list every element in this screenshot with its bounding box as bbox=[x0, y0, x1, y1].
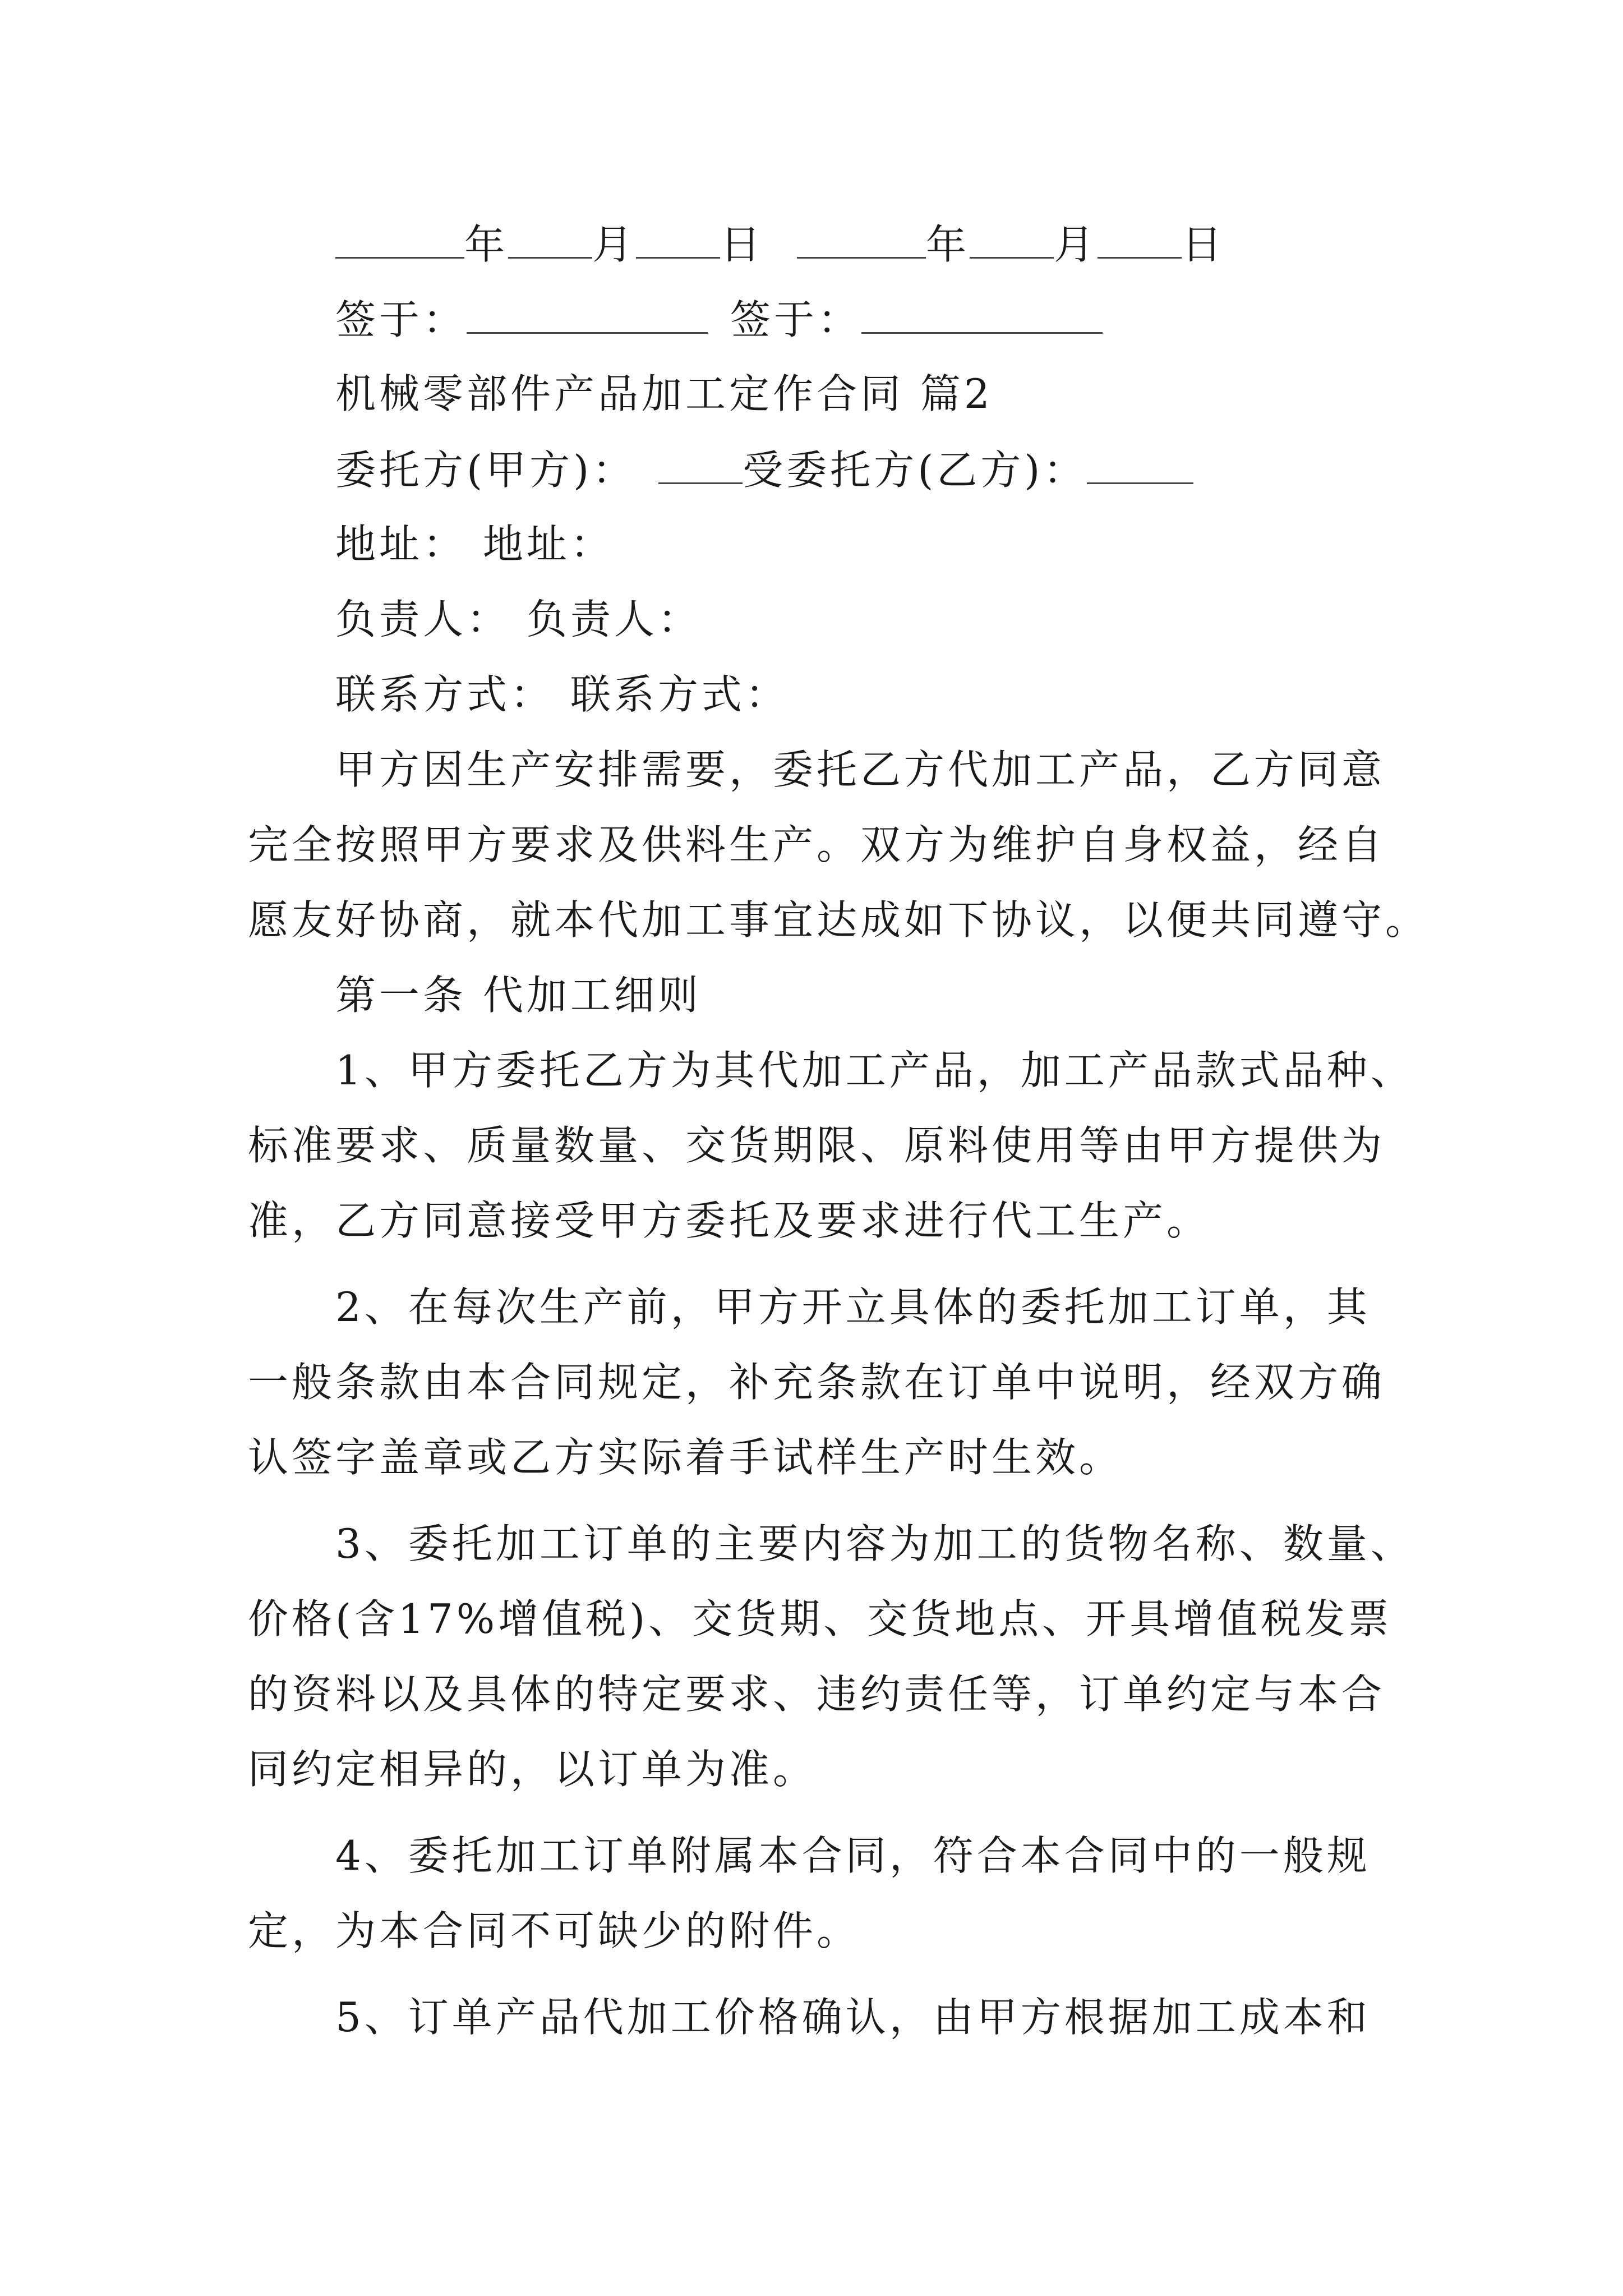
clause-line: 价格(含17%增值税)、交货期、交货地点、开具增值税发票 bbox=[248, 1595, 1393, 1642]
client-label: 委托方(甲方)： bbox=[335, 447, 637, 494]
blank-field[interactable] bbox=[797, 223, 926, 259]
clause-line: 同约定相异的，以订单为准。 bbox=[248, 1746, 817, 1793]
blank-field[interactable] bbox=[467, 298, 708, 334]
clause-line: 5、订单产品代加工价格确认，由甲方根据加工成本和 bbox=[335, 1994, 1371, 2041]
date-line bbox=[335, 221, 1225, 268]
clause-line: 定，为本合同不可缺少的附件。 bbox=[248, 1907, 861, 1954]
contractor-label: 受委托方(乙方)： bbox=[743, 447, 1087, 494]
year-label: 年 bbox=[925, 221, 970, 268]
intro-paragraph-line: 完全按照甲方要求及供料生产。双方为维护自身权益，经自 bbox=[248, 821, 1386, 868]
month-label: 月 bbox=[1053, 221, 1098, 268]
blank-field[interactable] bbox=[335, 223, 464, 259]
clause-line: 3、委托加工订单的主要内容为加工的货物名称、数量、 bbox=[335, 1520, 1414, 1567]
day-label: 日 bbox=[1181, 221, 1225, 268]
signed-at-label: 签于： bbox=[730, 296, 862, 343]
intro-paragraph-line: 愿友好协商，就本代加工事宜达成如下协议，以便共同遵守。 bbox=[248, 896, 1430, 944]
blank-field[interactable] bbox=[1098, 223, 1182, 259]
clause-line: 4、委托加工订单附属本合同，符合本合同中的一般规 bbox=[335, 1832, 1371, 1879]
blank-field[interactable] bbox=[970, 223, 1054, 259]
address-line: 地址： 地址： bbox=[335, 521, 614, 568]
clause-line: 1、甲方委托乙方为其代加工产品，加工产品款式品种、 bbox=[335, 1047, 1414, 1094]
parties-line bbox=[335, 447, 1193, 494]
blank-field[interactable] bbox=[861, 298, 1103, 334]
blank-field[interactable] bbox=[508, 223, 592, 259]
year-label: 年 bbox=[464, 221, 509, 268]
month-label: 月 bbox=[592, 221, 637, 268]
blank-field[interactable] bbox=[658, 449, 743, 484]
intro-paragraph-line: 甲方因生产安排需要，委托乙方代加工产品，乙方同意 bbox=[335, 746, 1386, 793]
signed-at-line bbox=[335, 296, 1103, 343]
responsible-person-line: 负责人： 负责人： bbox=[335, 596, 702, 643]
clause-line: 标准要求、质量数量、交货期限、原料使用等由甲方提供为 bbox=[248, 1122, 1386, 1169]
contract-title: 机械零部件产品加工定作合同 篇2 bbox=[335, 370, 993, 417]
article-heading: 第一条 代加工细则 bbox=[335, 972, 702, 1019]
clause-line: 的资料以及具体的特定要求、违约责任等，订单约定与本合 bbox=[248, 1671, 1386, 1718]
clause-line: 准，乙方同意接受甲方委托及要求进行代工生产。 bbox=[248, 1197, 1211, 1244]
blank-field[interactable] bbox=[1087, 449, 1193, 484]
contact-line: 联系方式： 联系方式： bbox=[335, 671, 789, 718]
clause-line: 2、在每次生产前，甲方开立具体的委托加工订单，其 bbox=[335, 1283, 1371, 1331]
signed-at-label: 签于： bbox=[335, 296, 467, 343]
blank-field[interactable] bbox=[636, 223, 720, 259]
day-label: 日 bbox=[720, 221, 764, 268]
clause-line: 一般条款由本合同规定，补充条款在订单中说明，经双方确 bbox=[248, 1359, 1386, 1406]
clause-line: 认签字盖章或乙方实际着手试样生产时生效。 bbox=[248, 1434, 1123, 1481]
